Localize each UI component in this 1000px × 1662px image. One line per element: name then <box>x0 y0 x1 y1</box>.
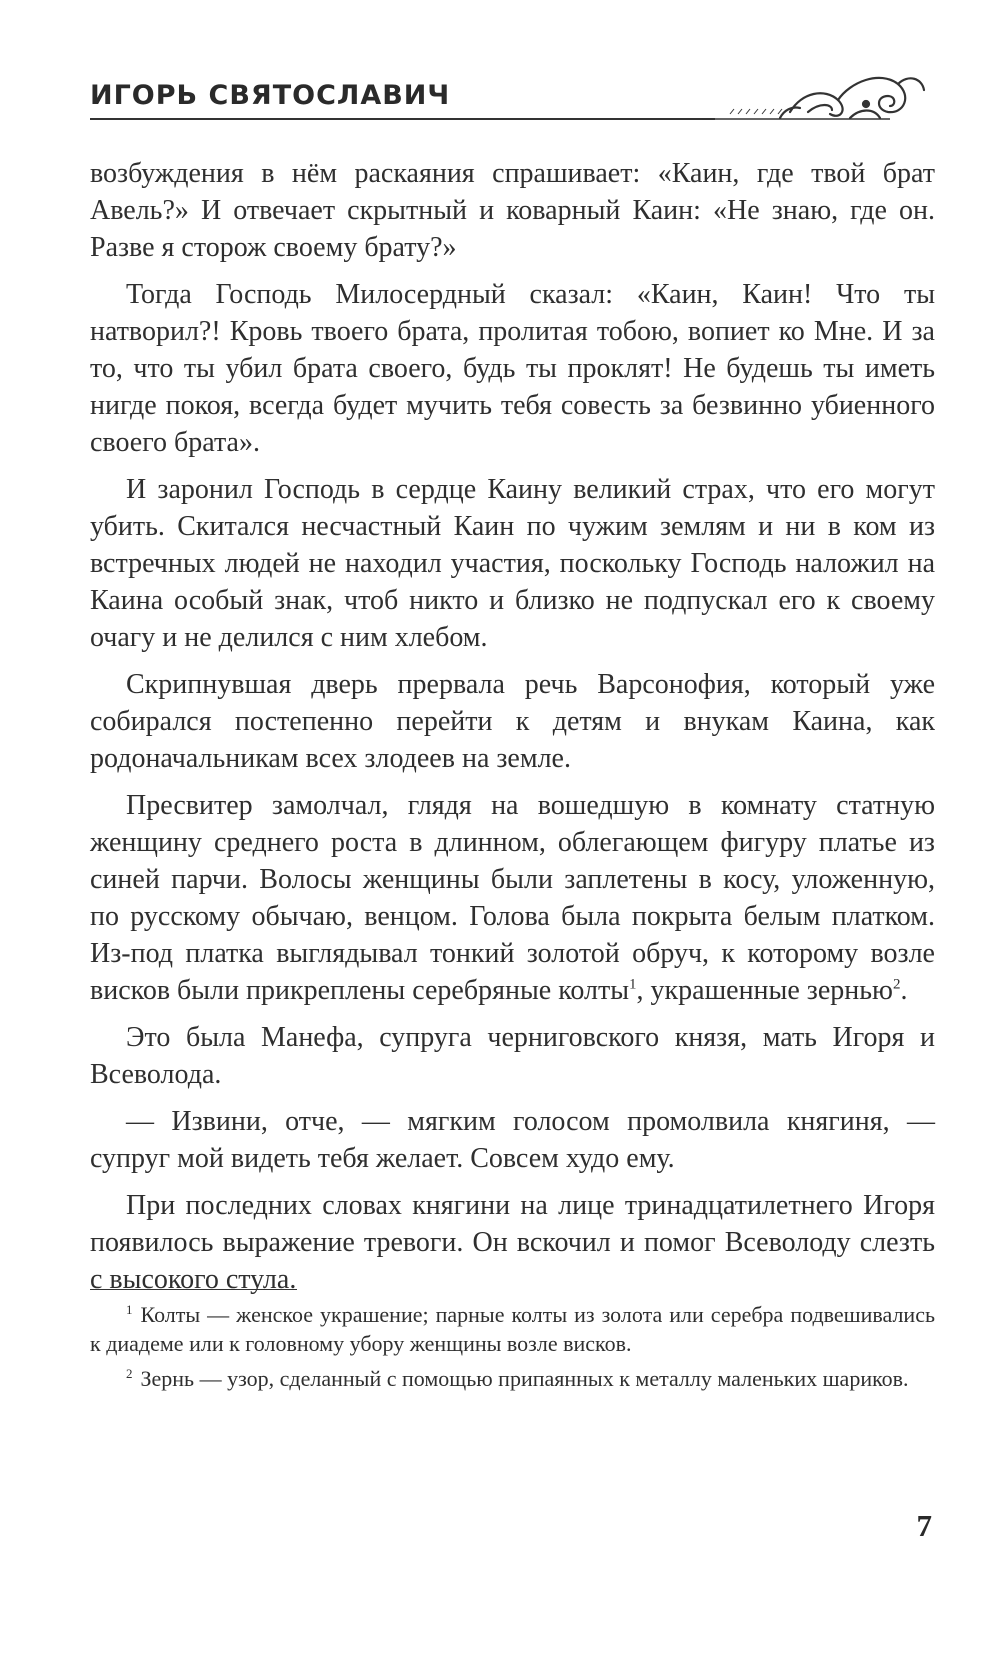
footnote-1 <box>90 1300 935 1358</box>
footnote-2 <box>90 1364 935 1393</box>
paragraph: Скрипнувшая дверь прервала речь Варсонофия, который уже собирался постепенно перейти к детям и внукам Каина, как родоначальникам всех злодеев на земле. <box>90 669 935 774</box>
paragraph-text: , украшенные зернью <box>636 975 893 1006</box>
paragraph-with-footnotes <box>90 787 935 1009</box>
paragraph: Тогда Господь Милосердный сказал: «Каин, Каин! Что ты натворил?! Кровь твоего брата, пролитая тобою, вопиет ко Мне. И за то, что ты убил брата своего, будь ты проклят! Не будешь ты иметь нигде покоя, всегда будет мучить тебя совесть за безвинно убиенного своего брата». <box>90 279 935 458</box>
paragraph-text: . <box>900 975 908 1006</box>
paragraph: — Извини, отче, — мягким голосом промолвила княгиня, — супруг мой видеть тебя желает. Совсем худо ему. <box>90 1106 935 1174</box>
footnotes <box>90 1300 935 1399</box>
paragraph: Это была Манефа, супруга черниговского князя, мать Игоря и Всеволода. <box>90 1022 935 1090</box>
footnote-text: Колты — женское украшение; парные колты из золота или серебра подвешивались к диадеме или к головному убору женщины возле висков. <box>90 1302 935 1356</box>
running-header <box>90 62 940 132</box>
paragraph: возбуждения в нём раскаяния спрашивает: «Каин, где твой брат Авель?» И отвечает скрытный и коварный Каин: «Не знаю, где он. Разве я сторож своему брату?» <box>90 158 935 263</box>
footnote-ref-1: 1 <box>629 976 637 993</box>
footnote-mark: 1 <box>126 1301 133 1317</box>
paragraph: И заронил Господь в сердце Каину великий страх, что его могут убить. Скитался несчастный Каин по чужим землям и ни в ком из встречных людей не находил участия, поскольку Господь наложил на Каина особый знак, чтоб никто и близко не подпускал его к своему очагу и не делился с ним хлебом. <box>90 474 935 653</box>
page-number: 7 <box>916 1508 932 1543</box>
main-text <box>90 155 935 1308</box>
footnote-ref-2: 2 <box>892 976 901 993</box>
footnote-text: Зернь — узор, сделанный с помощью припаянных к металлу маленьких шариков. <box>140 1366 909 1391</box>
header-title: ИГОРЬ СВЯТОСЛАВИЧ <box>90 80 451 111</box>
paragraph: При последних словах княгини на лице тринадцатилетнего Игоря появилось выражение тревоги. Он вскочил и помог Всеволоду слезть с высокого стула. <box>90 1190 935 1295</box>
paragraph-text: Пресвитер замолчал, глядя на вошедшую в комнату статную женщину среднего роста в длинном, облегающем фигуру платье из синей парчи. Волосы женщины были заплетены в косу, уложенную, по русскому обычаю, венцом. Голова была покрыта белым платком. Из-под платка выглядывал тонкий золотой обруч, к которому возле висков были прикреплены серебряные колты <box>90 790 935 1006</box>
footnote-divider <box>90 1289 297 1290</box>
footnote-mark: 2 <box>126 1365 133 1381</box>
